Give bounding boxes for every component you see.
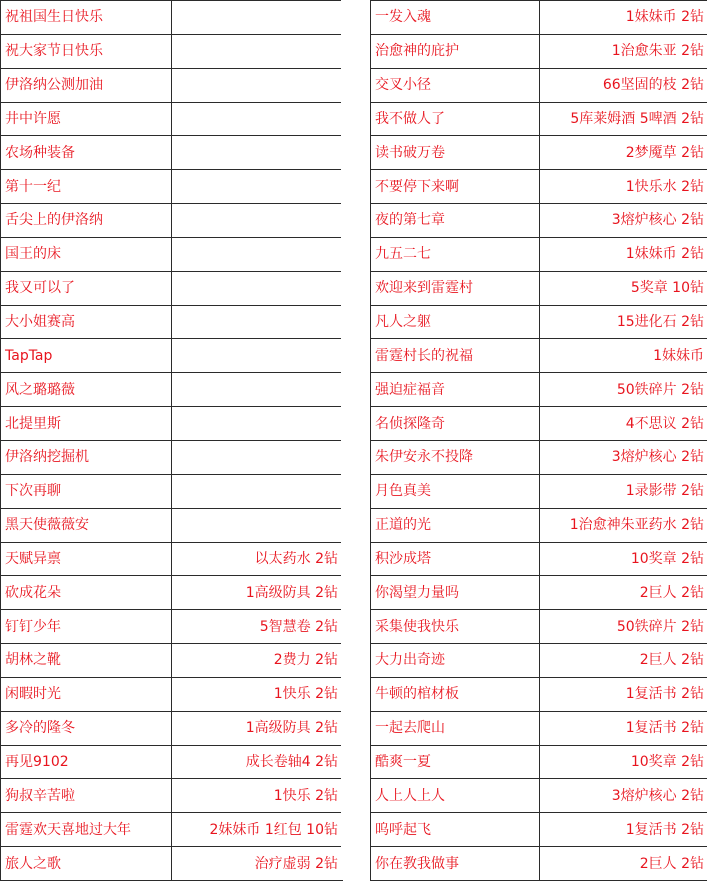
reward-cell: 1复活书 2钻 [540, 677, 707, 711]
table-row [1, 136, 343, 170]
reward-cell: 以太药水 2钻 [172, 542, 343, 576]
reward-cell [172, 271, 343, 305]
reward-cell: 1妹妹币 2钻 [540, 237, 707, 271]
reward-cell: 3熔炉核心 2钻 [540, 440, 707, 474]
table-row [1, 1, 343, 35]
table-row [1, 373, 343, 407]
code-name-cell: 凡人之躯 [371, 305, 540, 339]
table-row [1, 813, 343, 847]
reward-cell: 2巨人 2钻 [540, 576, 707, 610]
reward-cell: 5库莱姆酒 5啤酒 2钻 [540, 102, 707, 136]
code-name-cell: 多冷的隆冬 [1, 711, 172, 745]
reward-cell: 2巨人 2钻 [540, 847, 707, 881]
table-row [371, 102, 707, 136]
reward-cell [172, 136, 343, 170]
reward-cell: 1快乐 2钻 [172, 677, 343, 711]
code-name-cell: 闲暇时光 [1, 677, 172, 711]
code-name-cell: 不要停下来啊 [371, 170, 540, 204]
reward-cell: 治疗虚弱 2钻 [172, 847, 343, 881]
code-name-cell: 雷霆村长的祝福 [371, 339, 540, 373]
code-name-cell: 人上人上人 [371, 779, 540, 813]
code-name-cell: 黑天使薇薇安 [1, 508, 172, 542]
table-row [371, 373, 707, 407]
table-row [1, 576, 343, 610]
code-name-cell: 第十一纪 [1, 170, 172, 204]
code-name-cell: 祝祖国生日快乐 [1, 1, 172, 35]
reward-cell [172, 305, 343, 339]
table-row [1, 677, 343, 711]
reward-cell: 50铁碎片 2钻 [540, 373, 707, 407]
reward-cell: 66坚固的枝 2钻 [540, 68, 707, 102]
reward-cell [172, 373, 343, 407]
reward-cell: 1高级防具 2钻 [172, 576, 343, 610]
reward-cell [172, 508, 343, 542]
table-row [1, 407, 343, 441]
reward-cell [172, 407, 343, 441]
table-row [1, 237, 343, 271]
table-row [371, 610, 707, 644]
code-name-cell: 我不做人了 [371, 102, 540, 136]
table-row [1, 204, 343, 238]
table-row [1, 847, 343, 881]
table-row [371, 644, 707, 678]
code-name-cell: 夜的第七章 [371, 204, 540, 238]
table-row [1, 474, 343, 508]
table-row [371, 339, 707, 373]
table-row [1, 68, 343, 102]
code-name-cell: 一发入魂 [371, 1, 540, 35]
code-name-cell: 正道的光 [371, 508, 540, 542]
code-name-cell: 风之璐璐薇 [1, 373, 172, 407]
code-name-cell: 强迫症福音 [371, 373, 540, 407]
reward-cell [172, 440, 343, 474]
table-row [371, 136, 707, 170]
table-row [1, 542, 343, 576]
reward-cell: 1快乐水 2钻 [540, 170, 707, 204]
table-row [1, 711, 343, 745]
code-name-cell: 酷爽一夏 [371, 745, 540, 779]
code-name-cell: 名侦探隆奇 [371, 407, 540, 441]
table-row [1, 170, 343, 204]
reward-cell: 5智慧卷 2钻 [172, 610, 343, 644]
code-name-cell: 九五二七 [371, 237, 540, 271]
code-name-cell: 一起去爬山 [371, 711, 540, 745]
table-row [371, 779, 707, 813]
code-name-cell: 牛顿的棺材板 [371, 677, 540, 711]
code-name-cell: 井中许愿 [1, 102, 172, 136]
table-row [371, 204, 707, 238]
code-name-cell: 狗叔辛苦啦 [1, 779, 172, 813]
reward-cell: 2巨人 2钻 [540, 644, 707, 678]
code-name-cell: 欢迎来到雷霆村 [371, 271, 540, 305]
reward-cell: 成长卷轴4 2钻 [172, 745, 343, 779]
table-row [1, 779, 343, 813]
reward-cell: 1复活书 2钻 [540, 813, 707, 847]
code-name-cell: 交叉小径 [371, 68, 540, 102]
reward-cell [172, 474, 343, 508]
code-name-cell: 祝大家节日快乐 [1, 34, 172, 68]
reward-cell: 1复活书 2钻 [540, 711, 707, 745]
code-name-cell: 舌尖上的伊洛纳 [1, 204, 172, 238]
table-row [1, 305, 343, 339]
reward-cell [172, 204, 343, 238]
table-row [371, 745, 707, 779]
code-name-cell: 采集使我快乐 [371, 610, 540, 644]
table-row [371, 576, 707, 610]
reward-cell: 1治愈神朱亚药水 2钻 [540, 508, 707, 542]
left-table-body [1, 1, 343, 881]
reward-cell: 3熔炉核心 2钻 [540, 204, 707, 238]
table-row [371, 677, 707, 711]
code-name-cell: TapTap [1, 339, 172, 373]
code-name-cell: 大小姐赛高 [1, 305, 172, 339]
code-name-cell: 读书破万卷 [371, 136, 540, 170]
code-name-cell: 下次再聊 [1, 474, 172, 508]
reward-cell [172, 170, 343, 204]
table-row [371, 407, 707, 441]
code-name-cell: 雷霆欢天喜地过大年 [1, 813, 172, 847]
table-row [371, 508, 707, 542]
code-name-cell: 大力出奇迹 [371, 644, 540, 678]
table-row [1, 508, 343, 542]
code-name-cell: 你渴望力量吗 [371, 576, 540, 610]
table-row [371, 711, 707, 745]
reward-cell: 2费力 2钻 [172, 644, 343, 678]
table-row [371, 305, 707, 339]
code-name-cell: 治愈神的庇护 [371, 34, 540, 68]
reward-cell: 10奖章 2钻 [540, 542, 707, 576]
table-row [1, 339, 343, 373]
code-name-cell: 我又可以了 [1, 271, 172, 305]
left-code-table [0, 0, 343, 881]
reward-cell: 5奖章 10钻 [540, 271, 707, 305]
code-name-cell: 胡林之靴 [1, 644, 172, 678]
table-row [371, 813, 707, 847]
column-gap [341, 0, 369, 880]
table-row [1, 610, 343, 644]
table-row [371, 474, 707, 508]
reward-cell [172, 102, 343, 136]
right-table-body [371, 1, 707, 881]
code-name-cell: 你在教我做事 [371, 847, 540, 881]
reward-cell [172, 68, 343, 102]
code-name-cell: 再见9102 [1, 745, 172, 779]
table-row [371, 170, 707, 204]
code-name-cell: 伊洛纳公测加油 [1, 68, 172, 102]
reward-cell: 50铁碎片 2钻 [540, 610, 707, 644]
reward-cell: 4不思议 2钻 [540, 407, 707, 441]
reward-cell: 3熔炉核心 2钻 [540, 779, 707, 813]
table-row [1, 34, 343, 68]
table-row [1, 745, 343, 779]
table-row [1, 440, 343, 474]
table-row [371, 1, 707, 35]
reward-cell: 1治愈朱亚 2钻 [540, 34, 707, 68]
reward-cell: 1妹妹币 [540, 339, 707, 373]
code-name-cell: 农场种装备 [1, 136, 172, 170]
code-name-cell: 月色真美 [371, 474, 540, 508]
table-row [371, 542, 707, 576]
code-name-cell: 北提里斯 [1, 407, 172, 441]
code-name-cell: 伊洛纳挖掘机 [1, 440, 172, 474]
table-row [1, 271, 343, 305]
table-row [371, 237, 707, 271]
table-row [371, 440, 707, 474]
table-row [1, 644, 343, 678]
reward-cell: 2妹妹币 1红包 10钻 [172, 813, 343, 847]
reward-cell: 2梦魇草 2钻 [540, 136, 707, 170]
table-row [1, 102, 343, 136]
reward-cell [172, 34, 343, 68]
reward-cell [172, 237, 343, 271]
reward-cell [172, 339, 343, 373]
reward-cell: 1快乐 2钻 [172, 779, 343, 813]
reward-cell: 1妹妹币 2钻 [540, 1, 707, 35]
reward-cell [172, 1, 343, 35]
table-row [371, 68, 707, 102]
table-row [371, 34, 707, 68]
reward-cell: 10奖章 2钻 [540, 745, 707, 779]
code-name-cell: 朱伊安永不投降 [371, 440, 540, 474]
right-code-table [370, 0, 707, 881]
reward-cell: 1录影带 2钻 [540, 474, 707, 508]
code-name-cell: 钉钉少年 [1, 610, 172, 644]
reward-cell: 1高级防具 2钻 [172, 711, 343, 745]
code-name-cell: 积沙成塔 [371, 542, 540, 576]
table-row [371, 271, 707, 305]
code-name-cell: 砍成花朵 [1, 576, 172, 610]
code-name-cell: 旅人之歌 [1, 847, 172, 881]
code-name-cell: 国王的床 [1, 237, 172, 271]
code-name-cell: 呜呼起飞 [371, 813, 540, 847]
reward-cell: 15进化石 2钻 [540, 305, 707, 339]
table-row [371, 847, 707, 881]
code-name-cell: 天赋异禀 [1, 542, 172, 576]
